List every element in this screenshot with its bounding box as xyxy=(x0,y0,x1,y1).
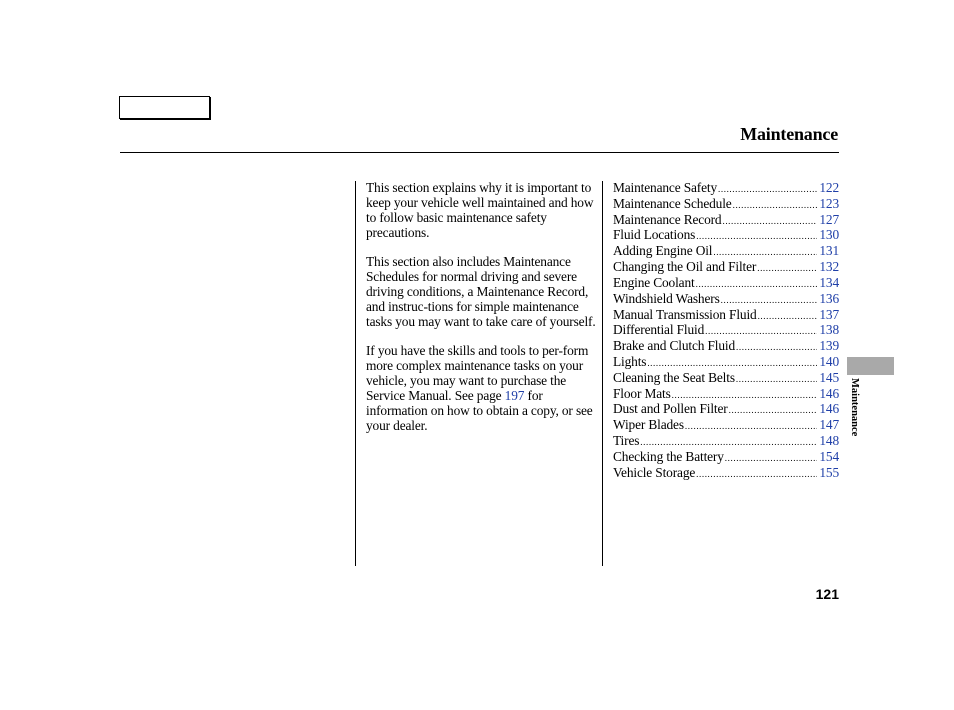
toc-entry[interactable] xyxy=(613,466,839,482)
toc-entry-label: Fluid Locations xyxy=(613,227,696,243)
toc-dot-leader xyxy=(713,245,817,260)
toc-entry[interactable] xyxy=(613,260,839,276)
toc-entry-page-link[interactable]: 145 xyxy=(819,369,839,385)
nav-box-button[interactable] xyxy=(119,96,210,119)
toc-entry-label: Checking the Battery xyxy=(613,448,724,464)
section-tab[interactable] xyxy=(847,357,894,375)
toc-entry-page-link[interactable]: 130 xyxy=(819,227,839,243)
toc-entry-page-link[interactable]: 155 xyxy=(819,464,839,480)
toc-entry-page-link[interactable]: 139 xyxy=(819,338,839,354)
toc-entry-page-link[interactable]: 138 xyxy=(819,322,839,338)
toc-entry-page-link[interactable]: 140 xyxy=(819,353,839,369)
toc-entry-label: Brake and Clutch Fluid xyxy=(613,338,736,354)
toc-dot-leader xyxy=(718,182,817,197)
toc-entry[interactable] xyxy=(613,371,839,387)
toc-entry[interactable] xyxy=(613,213,839,229)
toc-entry-label: Lights xyxy=(613,353,647,369)
toc-dot-leader xyxy=(672,388,818,403)
toc-entry-page-link[interactable]: 131 xyxy=(819,243,839,259)
toc-entry-page-link[interactable]: 122 xyxy=(819,180,839,195)
toc-entry-page-link[interactable]: 154 xyxy=(819,448,839,464)
intro-paragraph-3-start: If you have the skills and tools to per-form more complex maintenance tasks on your vehicle, you may want to purchase the Service Manual. See page xyxy=(366,343,589,404)
toc-entry[interactable] xyxy=(613,434,839,450)
table-of-contents xyxy=(613,181,839,481)
toc-dot-leader xyxy=(685,419,817,434)
toc-entry-label: Maintenance Safety xyxy=(613,180,718,195)
toc-entry[interactable] xyxy=(613,197,839,213)
toc-entry-label: Engine Coolant xyxy=(613,274,695,290)
section-tab-label: Maintenance xyxy=(849,378,860,437)
toc-dot-leader xyxy=(696,467,817,482)
toc-entry-label: Manual Transmission Fluid xyxy=(613,306,757,322)
toc-entry[interactable] xyxy=(613,244,839,260)
column-divider-right xyxy=(602,181,603,566)
toc-dot-leader xyxy=(721,293,818,308)
toc-dot-leader xyxy=(758,309,818,324)
toc-dot-leader xyxy=(757,261,817,276)
toc-entry-label: Cleaning the Seat Belts xyxy=(613,369,735,385)
toc-entry-page-link[interactable]: 146 xyxy=(819,401,839,417)
toc-entry-page-link[interactable]: 132 xyxy=(819,259,839,275)
toc-dot-leader xyxy=(722,214,817,229)
toc-entry-label: Vehicle Storage xyxy=(613,464,696,480)
toc-dot-leader xyxy=(647,356,817,371)
toc-entry-label: Differential Fluid xyxy=(613,322,705,338)
intro-paragraph-2: This section also includes Maintenance Schedules for normal driving and severe driving conditions, a Maintenance Record, and instruc-tions for simple maintenance tasks you may want to take care of yourself. xyxy=(366,254,596,329)
toc-entry-page-link[interactable]: 137 xyxy=(819,306,839,322)
toc-entry-label: Adding Engine Oil xyxy=(613,243,713,259)
page-number: 121 xyxy=(815,586,839,602)
toc-dot-leader xyxy=(736,372,817,387)
toc-entry[interactable] xyxy=(613,323,839,339)
toc-entry-page-link[interactable]: 136 xyxy=(819,290,839,306)
toc-entry[interactable] xyxy=(613,418,839,434)
toc-dot-leader xyxy=(640,435,817,450)
intro-paragraph-3-end: for information on how to obtain a copy, or see your dealer. xyxy=(366,388,593,433)
toc-entry[interactable] xyxy=(613,387,839,403)
toc-entry[interactable] xyxy=(613,292,839,308)
toc-entry-page-link[interactable]: 148 xyxy=(819,433,839,448)
toc-entry-page-link[interactable]: 147 xyxy=(819,417,839,433)
toc-dot-leader xyxy=(696,229,817,244)
toc-dot-leader xyxy=(725,451,818,466)
toc-entry[interactable] xyxy=(613,339,839,355)
toc-entry[interactable] xyxy=(613,228,839,244)
toc-entry[interactable] xyxy=(613,308,839,324)
toc-entry-page-link[interactable]: 123 xyxy=(819,195,839,211)
toc-entry-label: Maintenance Schedule xyxy=(613,195,732,211)
toc-entry-page-link[interactable]: 127 xyxy=(819,211,839,227)
intro-text xyxy=(366,181,596,448)
toc-entry[interactable] xyxy=(613,181,839,197)
toc-dot-leader xyxy=(696,277,818,292)
intro-paragraph-3 xyxy=(366,344,596,433)
toc-entry-label: Floor Mats xyxy=(613,385,671,401)
intro-paragraph-1: This section explains why it is important to keep your vehicle well maintained and how to follow basic maintenance safety precautions. xyxy=(366,180,594,240)
toc-entry-label: Tires xyxy=(613,433,640,448)
service-manual-page-link[interactable]: 197 xyxy=(504,388,525,404)
toc-entry[interactable] xyxy=(613,450,839,466)
toc-dot-leader xyxy=(705,324,817,339)
toc-entry[interactable] xyxy=(613,402,839,418)
toc-entry-label: Wiper Blades xyxy=(613,417,684,433)
toc-dot-leader xyxy=(729,403,818,418)
toc-dot-leader xyxy=(736,340,817,355)
toc-entry-page-link[interactable]: 134 xyxy=(819,274,839,290)
toc-entry-label: Changing the Oil and Filter xyxy=(613,259,757,275)
toc-dot-leader xyxy=(733,198,818,213)
toc-entry-label: Dust and Pollen Filter xyxy=(613,401,728,417)
column-divider-left xyxy=(355,181,356,566)
title-divider xyxy=(120,152,839,153)
page-title: Maintenance xyxy=(740,124,838,144)
toc-entry-page-link[interactable]: 146 xyxy=(819,385,839,401)
toc-entry-label: Windshield Washers xyxy=(613,290,720,306)
toc-entry-label: Maintenance Record xyxy=(613,211,722,227)
toc-entry[interactable] xyxy=(613,276,839,292)
toc-entry[interactable] xyxy=(613,355,839,371)
